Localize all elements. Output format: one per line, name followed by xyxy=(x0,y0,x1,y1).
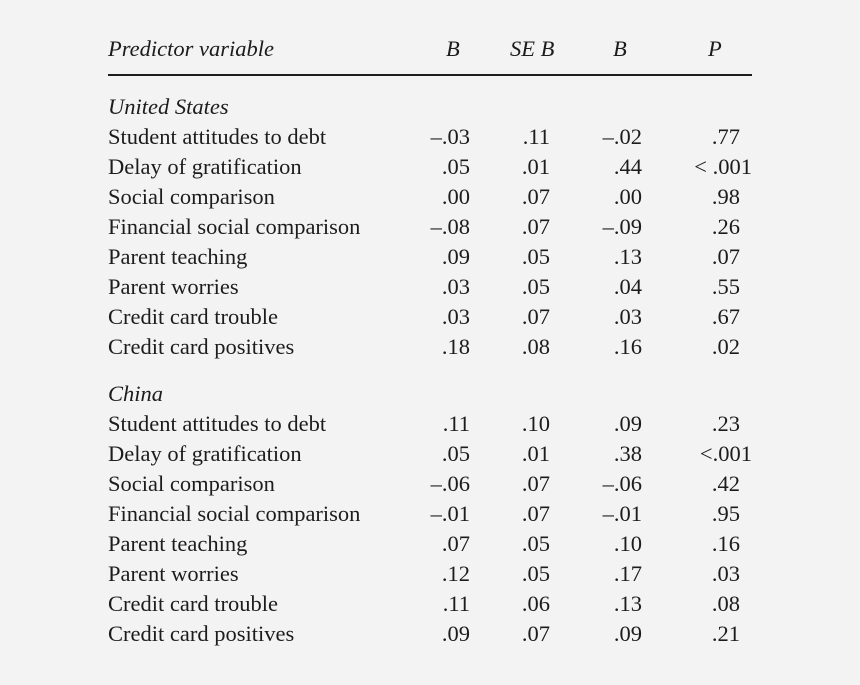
table-row xyxy=(108,182,752,212)
beta-value: .09 xyxy=(613,621,642,646)
predictor-name: Parent worries xyxy=(108,274,239,299)
se-b-value: .11 xyxy=(522,124,550,149)
section-gap xyxy=(108,362,752,379)
p-value: .77 xyxy=(711,124,740,149)
beta-value: –.01 xyxy=(602,501,642,526)
header-se-b: SE B xyxy=(510,36,555,61)
p-value: < .001 xyxy=(694,154,752,179)
predictor-name: Parent worries xyxy=(108,561,239,586)
table-row xyxy=(108,559,752,589)
predictor-name: Student attitudes to debt xyxy=(108,124,327,149)
se-b-value: .07 xyxy=(521,214,550,239)
se-b-value: .01 xyxy=(521,441,550,466)
table-row xyxy=(108,152,752,182)
p-value: .03 xyxy=(711,561,740,586)
p-value: .08 xyxy=(711,591,740,616)
b-value: .09 xyxy=(441,244,470,269)
table-row xyxy=(108,469,752,499)
se-b-value: .05 xyxy=(521,531,550,556)
p-value: .21 xyxy=(711,621,740,646)
predictor-name: Student attitudes to debt xyxy=(108,411,327,436)
table-row xyxy=(108,332,752,362)
predictor-name: Financial social comparison xyxy=(108,214,361,239)
se-b-value: .07 xyxy=(521,471,550,496)
b-value: .03 xyxy=(441,274,470,299)
p-value: .23 xyxy=(711,411,740,436)
p-value: .95 xyxy=(711,501,740,526)
table-row xyxy=(108,272,752,302)
table-row xyxy=(108,499,752,529)
table-header xyxy=(108,34,752,64)
se-b-value: .10 xyxy=(521,411,550,436)
se-b-value: .07 xyxy=(521,184,550,209)
b-value: –.01 xyxy=(430,501,470,526)
se-b-value: .08 xyxy=(521,334,550,359)
beta-value: .17 xyxy=(613,561,642,586)
table-row xyxy=(108,409,752,439)
predictor-name: Credit card positives xyxy=(108,621,295,646)
predictor-name: Parent teaching xyxy=(108,244,248,269)
beta-value: .09 xyxy=(613,411,642,436)
predictor-name: Parent teaching xyxy=(108,531,248,556)
b-value: .03 xyxy=(441,304,470,329)
b-value: .11 xyxy=(442,591,470,616)
b-value: –.06 xyxy=(430,471,470,496)
header-p: P xyxy=(708,36,722,61)
table-row xyxy=(108,439,752,469)
p-value: .07 xyxy=(711,244,740,269)
header-predictor: Predictor variable xyxy=(108,36,275,61)
predictor-name: Credit card trouble xyxy=(108,304,278,329)
beta-value: .00 xyxy=(613,184,642,209)
section-title: China xyxy=(108,381,164,406)
predictor-name: Social comparison xyxy=(108,184,275,209)
beta-value: –.02 xyxy=(602,124,642,149)
b-value: –.03 xyxy=(430,124,470,149)
p-value: .98 xyxy=(711,184,740,209)
beta-value: .10 xyxy=(613,531,642,556)
predictor-name: Delay of gratification xyxy=(108,154,302,179)
b-value: –.08 xyxy=(430,214,470,239)
se-b-value: .01 xyxy=(521,154,550,179)
header-b: B xyxy=(446,36,460,61)
se-b-value: .07 xyxy=(521,621,550,646)
p-value: .16 xyxy=(711,531,740,556)
table-body xyxy=(108,92,752,649)
table-row xyxy=(108,212,752,242)
b-value: .05 xyxy=(441,154,470,179)
predictor-name: Credit card positives xyxy=(108,334,295,359)
table-row xyxy=(108,242,752,272)
beta-value: .44 xyxy=(613,154,642,179)
b-value: .12 xyxy=(441,561,470,586)
beta-value: .13 xyxy=(613,591,642,616)
se-b-value: .05 xyxy=(521,244,550,269)
se-b-value: .05 xyxy=(521,274,550,299)
beta-value: –.09 xyxy=(602,214,642,239)
table-row xyxy=(108,529,752,559)
table-row xyxy=(108,122,752,152)
section-title: United States xyxy=(108,94,229,119)
predictor-name: Social comparison xyxy=(108,471,275,496)
p-value: .26 xyxy=(711,214,740,239)
b-value: .09 xyxy=(441,621,470,646)
beta-value: .38 xyxy=(613,441,642,466)
beta-value: .16 xyxy=(613,334,642,359)
se-b-value: .05 xyxy=(521,561,550,586)
p-value: .67 xyxy=(711,304,740,329)
beta-value: –.06 xyxy=(602,471,642,496)
header-rule xyxy=(108,74,752,76)
p-value: .55 xyxy=(711,274,740,299)
predictor-name: Financial social comparison xyxy=(108,501,361,526)
b-value: .18 xyxy=(441,334,470,359)
predictor-name: Credit card trouble xyxy=(108,591,278,616)
beta-value: .03 xyxy=(613,304,642,329)
b-value: .11 xyxy=(442,411,470,436)
p-value: .02 xyxy=(711,334,740,359)
b-value: .07 xyxy=(441,531,470,556)
beta-value: .04 xyxy=(613,274,642,299)
se-b-value: .06 xyxy=(521,591,550,616)
b-value: .05 xyxy=(441,441,470,466)
table-row xyxy=(108,589,752,619)
se-b-value: .07 xyxy=(521,501,550,526)
p-value: .42 xyxy=(711,471,740,496)
p-value: <.001 xyxy=(699,441,752,466)
table-row xyxy=(108,619,752,649)
regression-table xyxy=(108,34,752,649)
b-value: .00 xyxy=(441,184,470,209)
table-row xyxy=(108,302,752,332)
header-beta: B xyxy=(613,36,627,61)
beta-value: .13 xyxy=(613,244,642,269)
predictor-name: Delay of gratification xyxy=(108,441,302,466)
se-b-value: .07 xyxy=(521,304,550,329)
